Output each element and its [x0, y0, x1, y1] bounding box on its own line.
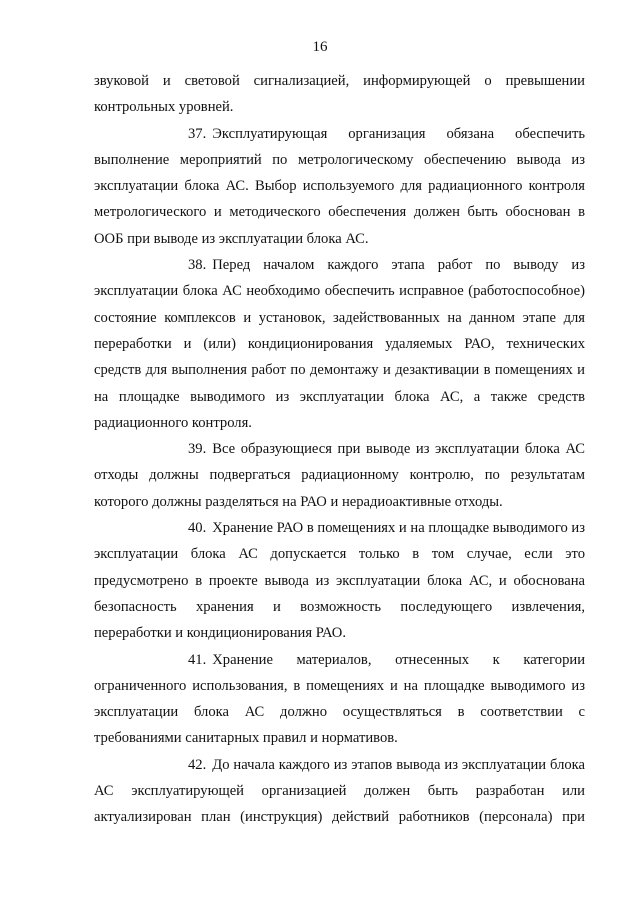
- paragraph-number: 42.: [188, 756, 207, 773]
- paragraph-text: Перед началом каждого этапа работ по выводу из эксплуатации блока АС необходимо обеспечить исправное (работоспособное) состояние комплексов и установок, задействованных на данном этапе для переработки и (или) кондиционирования удаляемых РАО, технических средств для выполнения работ по демонтажу и дезактивации в помещениях и на площадке выводимого из эксплуатации блока АС, а также средств радиационного контроля.: [94, 257, 585, 431]
- paragraph-39: [94, 436, 585, 515]
- paragraph-41: [94, 647, 585, 752]
- paragraph-38: [94, 252, 585, 436]
- paragraph-number: 39.: [188, 441, 207, 458]
- paragraph-number: 40.: [188, 520, 207, 537]
- page-number: 16: [312, 39, 328, 55]
- paragraph-42: [94, 752, 585, 831]
- paragraph-text: Хранение материалов, отнесенных к категории ограниченного использования, в помещениях и на площадке выводимого из эксплуатации блока АС должно осуществляться в соответствии с требованиями санитарных правил и нормативов.: [94, 651, 585, 747]
- paragraph-text: звуковой и световой сигнализацией, информирующей о превышении контрольных уровней.: [94, 73, 585, 116]
- paragraph-text: Хранение РАО в помещениях и на площадке выводимого из эксплуатации блока АС допускается только в том случае, если это предусмотрено в проекте вывода из эксплуатации блока АС, и обоснована безопасность хранения и возможность последующего извлечения, переработки и кондиционирования РАО.: [94, 520, 585, 642]
- paragraph-text: До начала каждого из этапов вывода из эксплуатации блока АС эксплуатирующей организацией должен быть разработан или актуализирован план (инструкция) действий работников (персонала) при: [94, 756, 585, 826]
- paragraph-text: Все образующиеся при выводе из эксплуатации блока АС отходы должны подвергаться радиационному контролю, по результатам которого должны разделяться на РАО и нерадиоактивные отходы.: [94, 441, 585, 510]
- paragraph-number: 37.: [188, 125, 207, 142]
- paragraph-40: [94, 515, 585, 646]
- document-body: [94, 68, 585, 831]
- paragraph-text: Эксплуатирующая организация обязана обеспечить выполнение мероприятий по метрологическому обеспечению вывода из эксплуатации блока АС. Выбор используемого для радиационного контроля метрологического и методического обеспечения должен быть обоснован в ООБ при выводе из эксплуатации блока АС.: [94, 125, 585, 247]
- paragraph-37: [94, 121, 585, 252]
- paragraph-continuation: [94, 68, 585, 121]
- paragraph-number: 38.: [188, 257, 207, 274]
- paragraph-number: 41.: [188, 651, 207, 668]
